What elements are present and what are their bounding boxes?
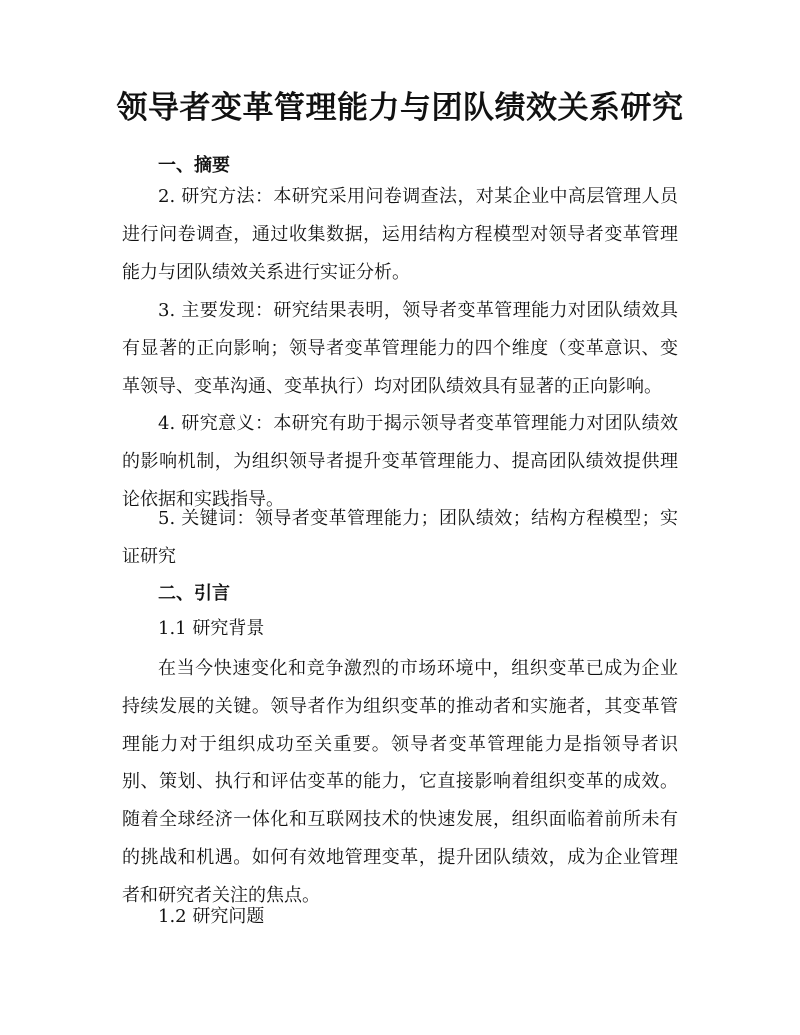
section-heading-abstract: 一、摘要 <box>158 155 230 176</box>
paragraph-background: 在当今快速变化和竞争激烈的市场环境中，组织变革已成为企业持续发展的关键。领导者作为组织变革的推动者和实施者，其变革管理能力对于组织成功至关重要。领导者变革管理能力是指领导者识别、策划、执行和评估变革的能力，它直接影响着组织变革的成效。随着全球经济一体化和互联网技术的快速发展，组织面临着前所未有的挑战和机遇。如何有效地管理变革，提升团队绩效，成为企业管理者和研究者关注的焦点。 <box>122 658 678 906</box>
document-title: 领导者变革管理能力与团队绩效关系研究 <box>116 90 684 126</box>
section-heading-introduction: 二、引言 <box>158 583 230 604</box>
paragraph-keywords: 5. 关键词：领导者变革管理能力；团队绩效；结构方程模型；实证研究 <box>122 508 678 567</box>
paragraph-main-findings: 3. 主要发现：研究结果表明，领导者变革管理能力对团队绩效具有显著的正向影响；领导者变革管理能力的四个维度（变革意识、变革领导、变革沟通、变革执行）均对团队绩效具有显著的正向影响。 <box>122 300 678 397</box>
subsection-heading-research-question: 1.2 研究问题 <box>158 906 265 927</box>
paragraph-research-significance: 4. 研究意义：本研究有助于揭示领导者变革管理能力对团队绩效的影响机制，为组织领导者提升变革管理能力、提高团队绩效提供理论依据和实践指导。 <box>122 413 678 510</box>
paragraph-research-method: 2. 研究方法：本研究采用问卷调查法，对某企业中高层管理人员进行问卷调查，通过收集数据，运用结构方程模型对领导者变革管理能力与团队绩效关系进行实证分析。 <box>122 186 678 283</box>
subsection-heading-background: 1.1 研究背景 <box>158 618 265 639</box>
